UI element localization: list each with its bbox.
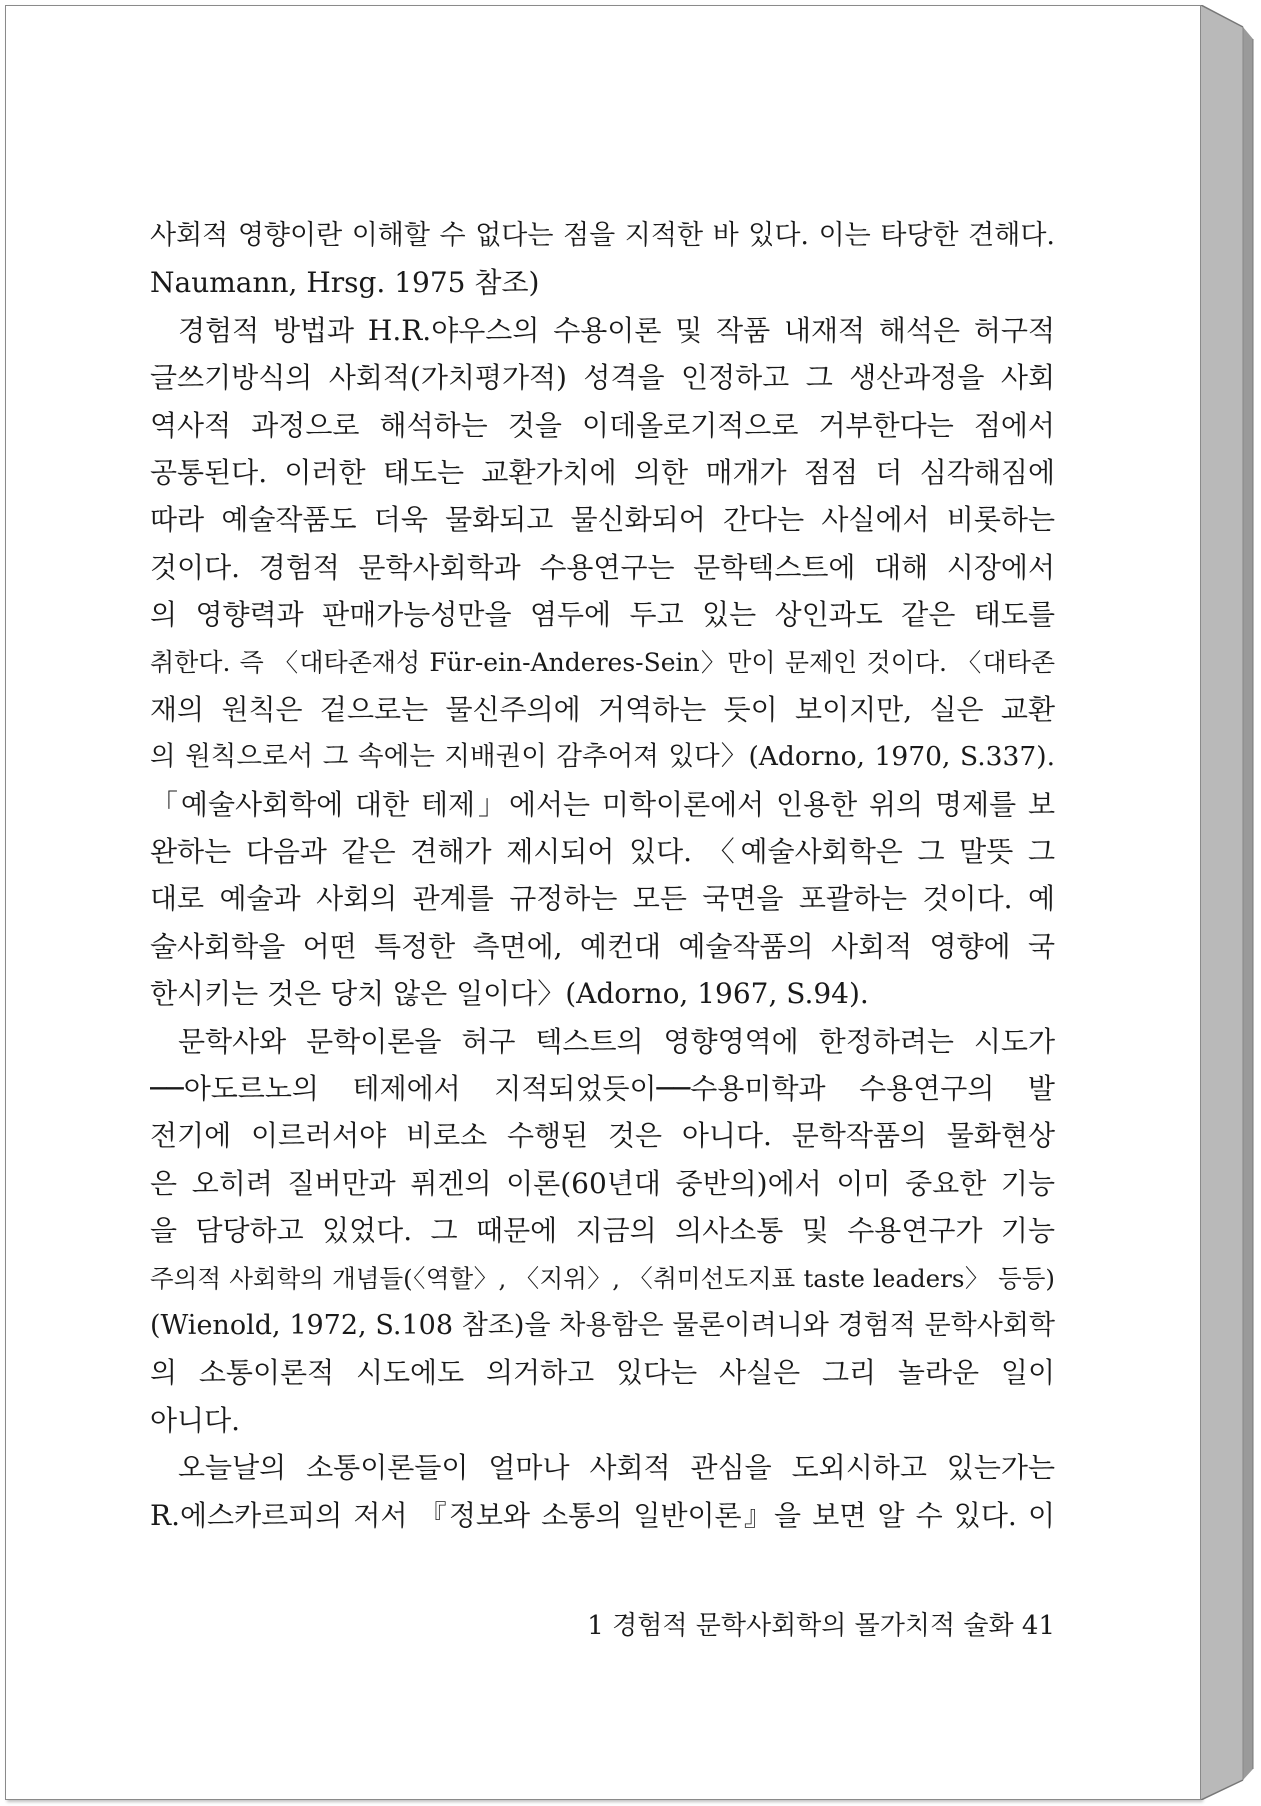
text-line: 「예술사회학에 대한 테제」에서는 미학이론에서 인용한 위의 명제를 보 [150,787,1055,821]
text-line: 문학사와 문학이론을 허구 텍스트의 영향영역에 한정하려는 시도가 [178,1024,1055,1058]
text-line: 것이다. 경험적 문학사회학과 수용연구는 문학텍스트에 대해 시장에서 [150,550,1055,584]
text-line: 의 영향력과 판매가능성만을 염두에 두고 있는 상인과도 같은 태도를 [150,598,1055,632]
text-line: 재의 원칙은 겉으로는 물신주의에 거역하는 듯이 보이지만, 실은 교환 [150,692,1055,726]
text-line: 오늘날의 소통이론들이 얼마나 사회적 관심을 도외시하고 있는가는 [178,1451,1055,1485]
text-line: 을 담당하고 있었다. 그 때문에 지금의 의사소통 및 수용연구가 기능 [150,1214,1055,1248]
text-line: 대로 예술과 사회의 관계를 규정하는 모든 국면을 포괄하는 것이다. 예 [150,882,1055,916]
text-line: 한시키는 것은 당치 않은 일이다〉(Adorno, 1967, S.94). [150,977,869,1011]
text-line: ──아도르노의 테제에서 지적되었듯이──수용미학과 수용연구의 발 [150,1072,1055,1106]
text-line: 은 오히려 질버만과 퓌겐의 이론(60년대 중반의)에서 이미 중요한 기능 [150,1166,1055,1200]
text-line: 공통된다. 이러한 태도는 교환가치에 의한 매개가 점점 더 심각해짐에 [150,455,1055,489]
text-line: 완하는 다음과 같은 견해가 제시되어 있다. 〈예술사회학은 그 말뜻 그 [150,835,1055,869]
running-footer: 1 경험적 문학사회학의 몰가치적 술화 41 [587,1611,1055,1641]
text-line: R.에스카르피의 저서 『정보와 소통의 일반이론』을 보면 알 수 있다. 이 [150,1498,1055,1532]
text-line: 따라 예술작품도 더욱 물화되고 물신화되어 간다는 사실에서 비롯하는 [150,503,1055,537]
text-line: (Wienold, 1972, S.108 참조)을 차용함은 물론이려니와 경험적 문학사회학 [150,1309,1055,1341]
text-line: 취한다. 즉 〈대타존재성 Für-ein-Anderes-Sein〉만이 문제인 것이다. 〈대타존 [150,647,1055,677]
text-line: Naumann, Hrsg. 1975 참조) [150,266,540,300]
text-line: 아니다. [150,1403,241,1437]
page-edges [1201,5,1255,1800]
text-line: 전기에 이르러서야 비로소 수행된 것은 아니다. 문학작품의 물화현상 [150,1119,1055,1153]
text-line: 역사적 과정으로 해석하는 것을 이데올로기적으로 거부한다는 점에서 [150,408,1055,442]
text-line: 글쓰기방식의 사회적(가치평가적) 성격을 인정하고 그 생산과정을 사회 [150,361,1055,395]
text-line: 주의적 사회학의 개념들(〈역할〉, 〈지위〉, 〈취미선도지표 taste leaders〉 등등) [150,1263,1055,1293]
text-line: 술사회학을 어떤 특정한 측면에, 예컨대 예술작품의 사회적 영향에 국 [150,929,1055,963]
text-line: 사회적 영향이란 이해할 수 없다는 점을 지적한 바 있다. 이는 타당한 견해다. [150,220,1055,251]
text-line: 의 소통이론적 시도에도 의거하고 있다는 사실은 그리 놀라운 일이 [150,1356,1055,1390]
text-line: 경험적 방법과 H.R.야우스의 수용이론 및 작품 내재적 해석은 허구적 [178,313,1055,347]
page-body-text [150,212,1055,1539]
text-line: 의 원칙으로서 그 속에는 지배권이 감추어져 있다〉(Adorno, 1970, S.337). [150,741,1055,773]
